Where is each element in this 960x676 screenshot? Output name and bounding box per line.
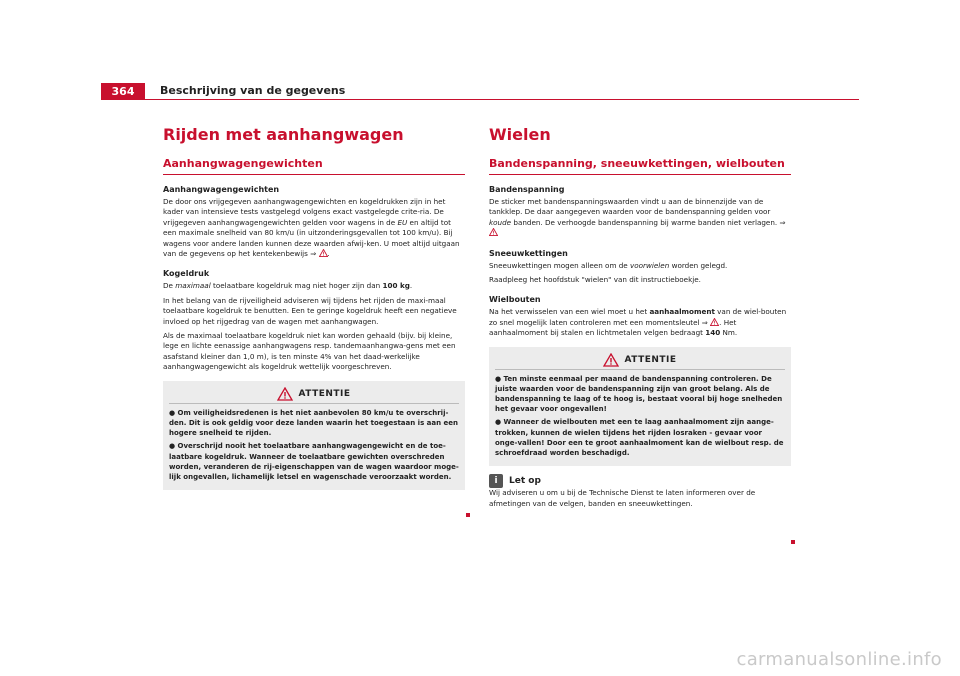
warning-title: ATTENTIE — [298, 388, 351, 399]
right-subheading-2: Sneeuwkettingen — [489, 248, 568, 258]
text: De — [163, 281, 176, 291]
left-chapter-title: Rijden met aanhangwagen — [163, 125, 404, 144]
right-column — [489, 125, 791, 513]
warning-triangle-icon — [489, 228, 498, 236]
warning-bullet: ● Wanneer de wielbouten met een te laag aanhaalmoment zijn aange-trokken, kunnen de wielen tijdens het rijden losraken - gevaar voor onge-vallen! Door een te groot aanhaalmoment kan de wielbout resp. de schroefdraad worden beschadigd. — [495, 418, 784, 458]
page-number: 364 — [101, 83, 145, 100]
warning-triangle-icon — [603, 353, 619, 367]
left-paragraph-3: In het belang van de rijveiligheid adviseren wij tijdens het rijden de maxi-maal toelaatbare kogeldruk te benutten. Een te geringe kogeldruk heeft een negatieve invloed op het rijgedrag van de wagen met aanhangwagen. — [163, 295, 457, 326]
text: Wanneer de wielbouten met een te laag aanhaalmoment zijn aange-trokken, kunnen de wielen tijdens het rijden losraken - gevaar voor onge-vallen! Door een te groot aanhaalmoment kan de wielbout resp. de schroefdraad worden beschadigd. — [495, 418, 784, 458]
left-paragraph-4: Als de maximaal toelaatbare kogeldruk niet kan worden gehaald (bijv. bij kleine, lege en lichte eenassige aanhangwagens resp. tandemaanhangwa-gens met een asafstand kleiner dan 1,0 m), is ten minste 4% van het daad-werkelijke aanhangwagengewicht als kogeldruk wettelijk voorgeschreven. — [163, 331, 456, 372]
warning-bullet: ● Ten minste eenmaal per maand de bandenspanning controleren. De juiste waarden voor de bandenspanning zijn van groot belang. Als de bandenspanning te laag of te hoog is, bestaat vooral bij hoge snelheden het gevaar voor ongevallen! — [495, 374, 783, 414]
right-section-title: Bandenspanning, sneeuwkettingen, wielbouten — [489, 157, 791, 175]
emphasis: aanhaalmoment — [649, 307, 715, 317]
warning-bullet: ● Overschrijd nooit het toelaatbare aanhangwagengewicht en de toe-laatbare kogeldruk. Wanneer de toelaatbare gewichten overschreden worden, veranderen de rij-eigenschappen van de wagen waardoor moge-lijk ongevallen, lichamelijk letsel en wagenschade veroorzaakt worden. — [169, 442, 459, 481]
text: De door ons vrijgegeven aanhangwagengewichten en kogeldrukken zijn in het kader van intensieve tests vastgelegd volgens exact vastgelegde crite-ria. De vrijgegeven aanhangwagengewichten gelden voor wagens in de — [163, 197, 446, 227]
emphasis: voorwielen — [630, 260, 670, 270]
emphasis: maximaal — [175, 281, 211, 291]
running-title: Beschrijving van de gegevens — [160, 84, 346, 97]
text: worden gelegd. — [669, 260, 728, 270]
note-header — [489, 474, 791, 488]
text: . — [327, 249, 330, 259]
value: 140 — [705, 328, 721, 338]
emphasis: koude — [489, 217, 512, 227]
section-end-marker — [791, 540, 795, 544]
right-paragraph-3: Raadpleeg het hoofdstuk "wielen" van dit instructieboekje. — [489, 275, 701, 285]
header-rule — [145, 99, 859, 100]
warning-header — [495, 351, 785, 370]
left-column — [163, 125, 465, 490]
text: Na het verwisselen van een wiel moet u het — [489, 307, 650, 317]
warning-triangle-icon — [319, 249, 328, 257]
left-subheading-2: Kogeldruk — [163, 269, 210, 279]
right-warning-box — [489, 347, 791, 467]
section-end-marker — [466, 513, 470, 517]
left-subheading-1: Aanhangwagengewichten — [163, 185, 280, 194]
left-paragraph-2 — [163, 281, 465, 291]
note-text: Wij adviseren u om u bij de Technische Dienst te laten informeren over de afmetingen van de velgen, banden en sneeuwkettingen. — [489, 488, 756, 508]
warning-header — [169, 385, 459, 404]
right-chapter-title: Wielen — [489, 125, 551, 144]
text: Overschrijd nooit het toelaatbare aanhangwagengewicht en de toe-laatbare kogeldruk. Wanneer de toelaatbare gewichten overschreden worden, veranderen de rij-eigenschappen van de wagen waardoor moge-lijk ongevallen, lichamelijk letsel en wagenschade veroorzaakt worden. — [169, 442, 459, 481]
text: Sneeuwkettingen mogen alleen om de — [489, 260, 630, 270]
text: van de wiel-bouten zo snel mogelijk laten controleren met een momentsleutel ⇒ — [489, 307, 787, 327]
text: . — [409, 281, 413, 291]
text: en altijd tot een maximale snelheid van 80 km/u (in uitzonderingsgevallen tot 100 km/u). Bij wagens voor andere landen kunnen deze waarden afwij-ken. U moet altijd uitgaan van de gegevens op het kentekenbewijs ⇒ — [163, 217, 460, 259]
text: De sticker met bandenspanningswaarden vindt u aan de binnenzijde van de tankklep. De daar aangegeven waarden voor de bandenspanning gelden voor — [489, 197, 771, 217]
text: Om veiligheidsredenen is het niet aanbevolen 80 km/u te overschrij-den. Dit is ook geldig voor deze landen waarin het toegestaan is aan een hogere snelheid te rijden. — [169, 408, 459, 438]
right-subheading-3: Wielbouten — [489, 295, 541, 305]
warning-bullet: ● Om veiligheidsredenen is het niet aanbevolen 80 km/u te overschrij-den. Dit is ook geldig voor deze landen waarin het toegestaan is aan een hogere snelheid te rijden. — [169, 408, 459, 438]
left-paragraph-1 — [163, 197, 465, 259]
right-paragraph-4 — [489, 307, 791, 338]
text: . Het aanhaalmoment bij stalen en lichtmetalen velgen bedraagt — [489, 317, 737, 338]
warning-triangle-icon — [277, 387, 293, 401]
watermark: carmanualsonline.info — [736, 649, 942, 670]
note-title: Let op — [509, 476, 541, 487]
text: Nm. — [720, 328, 738, 338]
warning-triangle-icon — [710, 318, 719, 326]
text: toelaatbare kogeldruk mag niet hoger zijn dan — [210, 281, 383, 291]
warning-title: ATTENTIE — [624, 354, 677, 365]
right-subheading-1: Bandenspanning — [489, 185, 565, 194]
text: Ten minste eenmaal per maand de bandenspanning controleren. De juiste waarden voor de bandenspanning zijn van groot belang. Als de bandenspanning te laag of te hoog is, bestaat vooral bij hoge snelheden het gevaar voor ongevallen! — [495, 374, 783, 414]
right-paragraph-2 — [489, 261, 791, 271]
text: banden. De verhoogde bandenspanning bij warme banden niet verlagen. ⇒ — [511, 217, 786, 227]
emphasis: EU — [397, 217, 408, 227]
left-warning-box — [163, 381, 465, 490]
note-icon: i — [489, 474, 503, 488]
left-section-title: Aanhangwagengewichten — [163, 157, 465, 175]
value: 100 kg — [382, 281, 410, 291]
right-paragraph-1 — [489, 197, 791, 239]
